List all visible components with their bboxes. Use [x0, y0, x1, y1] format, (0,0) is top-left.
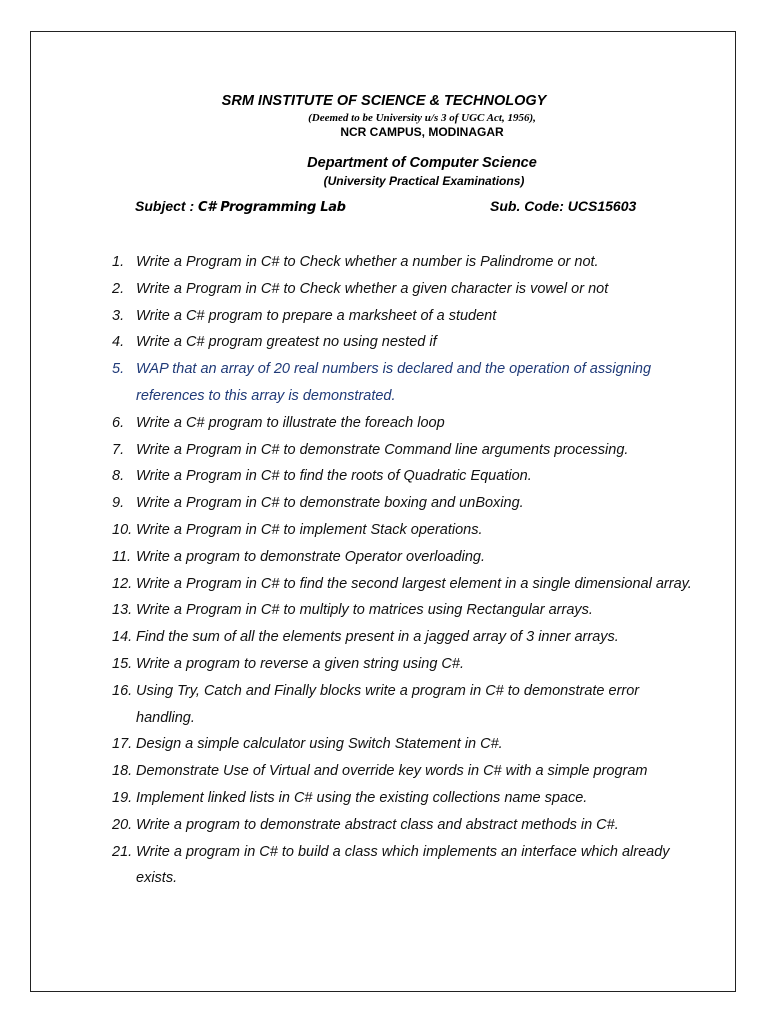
item-number: 19.: [112, 789, 133, 806]
item-number: 16.: [112, 682, 133, 699]
item-text: WAP that an array of 20 real numbers is declared and the operation of assigning references to this array is demonstrated.: [136, 361, 652, 404]
item-text: Write a program to reverse a given string using C#.: [136, 655, 464, 672]
list-item: [112, 329, 692, 356]
list-item: [112, 785, 692, 812]
item-text: Write a Program in C# to find the second largest element in a single dimensional array.: [136, 575, 692, 592]
item-number: 11.: [112, 548, 132, 565]
exam-title: (University Practical Examinations): [323, 174, 525, 188]
item-number: 6.: [112, 414, 125, 431]
item-text: Find the sum of all the elements present in a jagged array of 3 inner arrays.: [136, 629, 619, 646]
institute-title: SRM INSTITUTE OF SCIENCE & TECHNOLOGY: [221, 93, 547, 109]
list-item: [112, 624, 692, 651]
item-number: 14.: [112, 629, 133, 646]
list-item: [112, 544, 692, 571]
item-number: 1.: [112, 254, 125, 270]
item-number: 18.: [112, 763, 133, 780]
item-number: 20.: [112, 816, 133, 833]
item-text: Write a Program in C# to multiply to matrices using Rectangular arrays.: [136, 602, 593, 619]
list-item: [112, 651, 692, 678]
subcode-value: UCS15603: [567, 198, 637, 214]
item-number: 17.: [112, 736, 133, 753]
list-item: [112, 812, 692, 839]
item-text: Write a Program in C# to implement Stack operations.: [136, 521, 483, 538]
task-list: [112, 249, 692, 892]
list-item: [112, 678, 692, 732]
subject-label: Subject :: [135, 198, 199, 214]
list-item: [112, 303, 692, 330]
list-item: [112, 839, 692, 893]
item-text: Write a Program in C# to demonstrate boxing and unBoxing.: [136, 495, 524, 512]
item-number: 10.: [112, 521, 133, 538]
subject-line: [135, 198, 346, 215]
item-text: Write a Program in C# to Check whether a given character is vowel or not: [136, 280, 609, 297]
item-text: Write a program to demonstrate Operator overloading.: [136, 548, 485, 565]
list-item: [112, 276, 692, 303]
department-title: Department of Computer Science: [307, 155, 537, 171]
list-item: [112, 437, 692, 464]
item-number: 5.: [112, 361, 125, 378]
item-text: Implement linked lists in C# using the existing collections name space.: [136, 789, 588, 806]
item-number: 8.: [112, 468, 125, 485]
item-number: 12.: [112, 575, 133, 592]
item-text: Write a Program in C# to Check whether a number is Palindrome or not.: [136, 254, 599, 270]
item-text: Write a C# program greatest no using nested if: [136, 334, 437, 351]
item-number: 4.: [112, 334, 125, 351]
subject-value: C# Programming Lab: [198, 200, 346, 215]
campus-name: NCR CAMPUS, MODINAGAR: [340, 125, 504, 139]
item-number: 13.: [112, 602, 133, 619]
subcode-label: Sub. Code:: [490, 198, 568, 214]
list-item: [112, 356, 692, 410]
list-item: [112, 463, 692, 490]
item-text: Write a C# program to illustrate the foreach loop: [136, 414, 445, 431]
item-text: Using Try, Catch and Finally blocks write a program in C# to demonstrate error handling.: [136, 682, 640, 726]
item-number: 15.: [112, 655, 133, 672]
item-text: Write a Program in C# to find the roots of Quadratic Equation.: [136, 468, 532, 485]
list-item: [112, 490, 692, 517]
list-item: [112, 249, 692, 276]
item-text: Write a program in C# to build a class which implements an interface which already exists.: [136, 843, 670, 887]
item-number: 7.: [112, 441, 125, 458]
item-text: Demonstrate Use of Virtual and override key words in C# with a simple program: [136, 763, 648, 780]
item-text: Write a C# program to prepare a marksheet of a student: [136, 307, 497, 324]
deemed-university-note: (Deemed to be University u/s 3 of UGC Act, 1956),: [308, 112, 536, 124]
item-number: 2.: [112, 280, 125, 297]
list-item: [112, 597, 692, 624]
item-text: Write a program to demonstrate abstract class and abstract methods in C#.: [136, 816, 619, 833]
item-number: 3.: [112, 307, 125, 324]
list-item: [112, 410, 692, 437]
item-text: Design a simple calculator using Switch Statement in C#.: [136, 736, 503, 753]
list-item: [112, 731, 692, 758]
list-item: [112, 571, 692, 598]
item-number: 21.: [112, 843, 133, 860]
item-number: 9.: [112, 495, 125, 512]
subcode-line: [490, 198, 636, 214]
list-item: [112, 517, 692, 544]
list-item: [112, 758, 692, 785]
item-text: Write a Program in C# to demonstrate Command line arguments processing.: [136, 441, 629, 458]
